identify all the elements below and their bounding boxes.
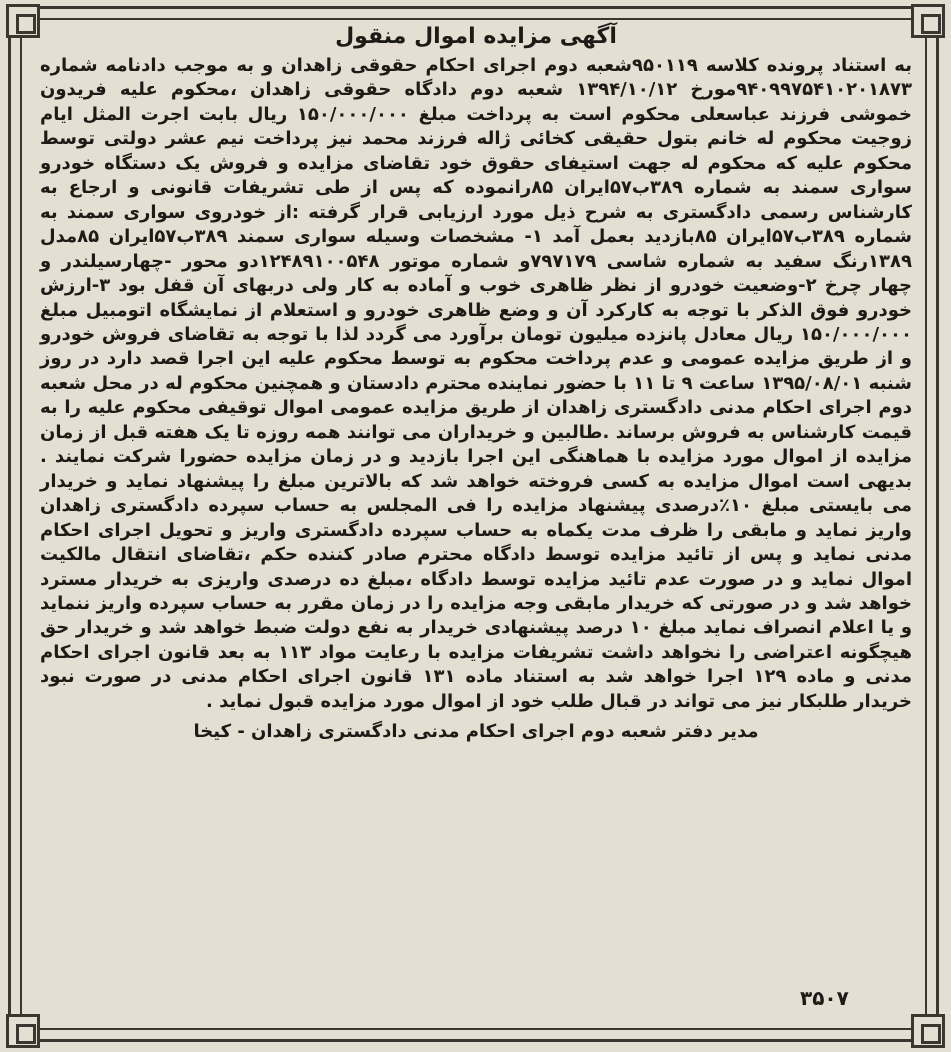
notice-content bbox=[40, 22, 912, 746]
corner-ornament-bottom-left bbox=[6, 1014, 40, 1048]
corner-ornament-bottom-right bbox=[911, 1014, 945, 1048]
notice-body: به استناد پرونده کلاسه ۹۵۰۱۱۹شعبه دوم اجرای احکام حقوقی زاهدان و به موجب دادنامه شماره ۹۴۰۹۹۷۵۴۱۰۲۰۱۸۷۳مورخ ۱۳۹۴/۱۰/۱۲ شعبه دوم دادگاه حقوقی زاهدان ،محکوم علیه فریدون خموشی فرزند عباسعلی محکوم است به پرداخت مبلغ ۱۵۰/۰۰۰/۰۰۰ ریال بابت اجرت المثل ایام زوجیت محکوم له خانم بتول حقیقی کخائی ژاله فرزند محمد نیز پرداخت نیم عشر دولتی توسط محکوم علیه که محکوم له جهت استیفای حقوق خود تقاضای مزایده و فروش یک دستگاه خودرو سواری سمند به شماره ۳۸۹ب۵۷ایران ۸۵رانموده که پس از طی تشریفات قانونی و ارجاع به کارشناس رسمی دادگستری به شرح ذیل مورد ارزیابی قرار گرفته :از خودروی سواری سمند به شماره ۳۸۹ب۵۷ایران ۸۵بازدید بعمل آمد ۱- مشخصات وسیله سواری سمند ۳۸۹ب۵۷ایران ۸۵مدل ۱۳۸۹رنگ سفید به شماره شاسی ۷۹۷۱۷۹و شماره موتور ۱۲۴۸۹۱۰۰۵۴۸دو محور -چهارسیلندر و چهار چرخ ۲-وضعیت خودرو از نظر ظاهری خوب و آماده به کار ولی دربهای آن قفل بود ۳-ارزش خودرو فوق الذکر با توجه به کارکرد آن و وضع ظاهری خودرو و استعلام از نمایشگاه اتومبیل مبلغ ۱۵۰/۰۰۰/۰۰۰ ریال معادل پانزده میلیون تومان برآورد می گردد لذا با توجه به تقاضای فروش خودرو و از طریق مزایده عمومی و عدم پرداخت محکوم به توسط محکوم علیه این اجرا قصد دارد در روز شنبه ۱۳۹۵/۰۸/۰۱ ساعت ۹ تا ۱۱ با حضور نماینده محترم دادستان و همچنین محکوم له در محل شعبه دوم اجرای احکام مدنی دادگستری زاهدان از طریق مزایده عمومی اموال توقیفی محکوم علیه را به قیمت کارشناس به فروش برساند .طالبین و خریداران می توانند همه روزه تا یک هفته قبل از زمان مزایده از اموال مورد مزایده با هماهنگی این اجرا بازدید و در زمان مزایده حضورا شرکت نمایند . بدیهی است اموال مزایده به کسی فروخته خواهد شد که بالاترین مبلغ را پیشنهاد نماید و خریدار می بایستی مبلغ ۱۰٪درصدی پیشنهاد مزایده را فی المجلس به حساب سپرده دادگستری زاهدان واریز نماید و مابقی را ظرف مدت یکماه به حساب سپرده دادگستری واریز و تحویل اجرای احکام مدنی نماید و پس از تائید مزایده توسط دادگاه محترم صادر کننده حکم ،تقاضای انتقال مالکیت اموال نماید و در صورت عدم تائید مزایده توسط دادگاه ،مبلغ ده درصدی واریزی به خریدار مسترد خواهد شد و در صورتی که خریدار مابقی وجه مزایده را در زمان مقرر به حساب سپرده واریز ننماید و یا اعلام انصراف نماید مبلغ ۱۰ درصد پیشنهادی خریدار به نفع دولت ضبط خواهد شد و خریدار حق هیچگونه اعتراضی را نخواهد داشت تشریفات مزایده با رعایت مواد ۱۱۳ به بعد قانون اجرای احکام مدنی و ماده ۱۲۹ اجرا خواهد شد به استناد ماده ۱۳۱ قانون اجرای احکام مدنی در صورت نبود خریدار طلبکار نیز می تواند در قبال طلب خود از اموال مورد مزایده قبول نماید . bbox=[40, 55, 913, 712]
notice-title: آگهی مزایده اموال منقول bbox=[335, 24, 617, 49]
notice-signature: مدیر دفتر شعبه دوم اجرای احکام مدنی دادگستری زاهدان - کیخا bbox=[193, 721, 759, 743]
corner-ornament-top-left bbox=[6, 4, 40, 38]
corner-ornament-top-right bbox=[911, 4, 945, 38]
ad-number: ۳۵۰۷ bbox=[800, 986, 849, 1010]
